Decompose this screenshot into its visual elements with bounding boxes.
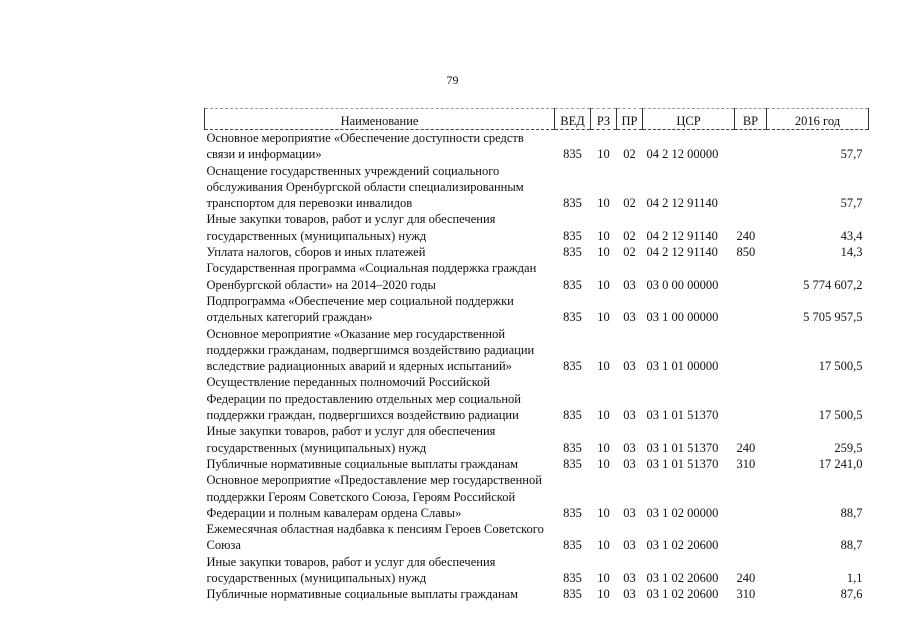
cell-sum: 43,4	[840, 228, 863, 243]
cell-name: Иные закупки товаров, работ и услуг для обеспечения государственных (муниципальных) нужд	[206, 212, 496, 243]
cell-pr: 03	[623, 408, 636, 423]
table-row	[205, 554, 869, 587]
header-name: Наименование	[205, 109, 555, 130]
cell-sum: 57,7	[840, 147, 863, 162]
cell-sum: 87,6	[840, 587, 863, 602]
budget-table-container	[204, 108, 868, 603]
cell-rz: 10	[597, 571, 610, 586]
cell-csr: 03 1 01 51370	[646, 408, 719, 423]
cell-sum: 5 705 957,5	[803, 310, 863, 325]
cell-rz: 10	[597, 245, 610, 260]
cell-name: Осуществление переданных полномочий Российской Федерации по предоставлению отдельных мер социальной поддержки граждан, подвергшихся воздействию радиации	[206, 375, 521, 423]
cell-name: Основное мероприятие «Оказание мер государственной поддержки гражданам, подвергшимся воздействию радиации вследствие радиационных аварий и ядерных испытаний»	[206, 326, 535, 374]
table-row	[205, 456, 869, 472]
cell-name: Публичные нормативные социальные выплаты гражданам	[206, 456, 519, 471]
cell-csr: 03 0 00 00000	[646, 277, 719, 292]
cell-vr	[735, 163, 767, 212]
cell-ved: 835	[563, 408, 582, 423]
cell-name: Уплата налогов, сборов и иных платежей	[206, 245, 426, 260]
cell-ved: 835	[563, 538, 582, 553]
header-vr: ВР	[735, 109, 767, 130]
cell-ved: 835	[563, 456, 582, 471]
table-row	[205, 163, 869, 212]
cell-name: Государственная программа «Социальная поддержка граждан Оренбургской области» на 2014–2020 годы	[206, 261, 537, 292]
cell-vr	[735, 130, 767, 163]
cell-pr: 03	[623, 359, 636, 374]
cell-rz: 10	[597, 587, 610, 602]
cell-pr: 02	[623, 147, 636, 162]
cell-ved: 835	[563, 359, 582, 374]
cell-pr: 03	[623, 440, 636, 455]
cell-pr: 02	[623, 196, 636, 211]
cell-rz: 10	[597, 408, 610, 423]
cell-pr: 03	[623, 310, 636, 325]
table-row	[205, 472, 869, 521]
header-sum-2016: 2016 год	[767, 109, 869, 130]
cell-sum: 88,7	[840, 505, 863, 520]
cell-csr: 03 1 01 51370	[646, 440, 719, 455]
cell-vr	[735, 260, 767, 293]
cell-vr: 240	[736, 228, 756, 243]
cell-csr: 03 1 02 20600	[646, 571, 719, 586]
cell-name: Подпрограмма «Обеспечение мер социальной поддержки отдельных категорий граждан»	[206, 293, 514, 325]
cell-vr	[735, 521, 767, 554]
cell-csr: 04 2 12 00000	[646, 147, 719, 162]
table-header-row	[205, 109, 869, 130]
cell-ved: 835	[563, 277, 582, 292]
cell-vr	[735, 326, 767, 375]
cell-sum: 57,7	[840, 196, 863, 211]
cell-sum: 17 500,5	[818, 359, 863, 374]
budget-table	[204, 108, 869, 603]
cell-csr: 03 1 00 00000	[646, 310, 719, 325]
cell-pr: 03	[623, 538, 636, 553]
cell-name: Оснащение государственных учреждений социального обслуживания Оренбургской области специализированным транспортом для перевозки инвалидов	[206, 163, 524, 211]
cell-sum: 17 500,5	[818, 408, 863, 423]
cell-rz: 10	[597, 277, 610, 292]
table-row	[205, 374, 869, 423]
cell-vr: 850	[736, 245, 756, 260]
cell-sum: 14,3	[840, 245, 863, 260]
cell-ved: 835	[563, 440, 582, 455]
cell-rz: 10	[597, 538, 610, 553]
cell-vr: 240	[736, 571, 756, 586]
cell-rz: 10	[597, 505, 610, 520]
cell-ved: 835	[563, 310, 582, 325]
cell-csr: 04 2 12 91140	[646, 196, 718, 211]
cell-ved: 835	[563, 587, 582, 602]
cell-vr	[735, 293, 767, 326]
cell-csr: 03 1 01 51370	[646, 456, 719, 471]
cell-vr: 310	[736, 587, 756, 602]
cell-sum: 259,5	[834, 440, 863, 455]
cell-name: Ежемесячная областная надбавка к пенсиям Героев Советского Союза	[206, 522, 544, 553]
cell-ved: 835	[563, 196, 582, 211]
cell-ved: 835	[563, 571, 582, 586]
cell-pr: 03	[623, 277, 636, 292]
cell-name: Публичные нормативные социальные выплаты гражданам	[206, 587, 519, 602]
cell-rz: 10	[597, 196, 610, 211]
cell-rz: 10	[597, 228, 610, 243]
cell-rz: 10	[597, 310, 610, 325]
cell-rz: 10	[597, 147, 610, 162]
cell-pr: 03	[623, 587, 636, 602]
table-row	[205, 326, 869, 375]
cell-name: Иные закупки товаров, работ и услуг для обеспечения государственных (муниципальных) нужд	[206, 424, 496, 455]
cell-name: Основное мероприятие «Обеспечение доступности средств связи и информации»	[206, 131, 524, 162]
header-csr: ЦСР	[643, 109, 735, 130]
cell-sum: 88,7	[840, 538, 863, 553]
cell-ved: 835	[563, 245, 582, 260]
page-number: 79	[446, 73, 459, 87]
cell-ved: 835	[563, 147, 582, 162]
header-rz: РЗ	[591, 109, 617, 130]
cell-name: Основное мероприятие «Предоставление мер государственной поддержки Героям Советского Союза, Героям Российской Федерации и полным кавалерам ордена Славы»	[206, 473, 542, 520]
cell-csr: 04 2 12 91140	[646, 245, 718, 260]
cell-sum: 17 241,0	[818, 456, 863, 471]
table-row	[205, 521, 869, 554]
cell-ved: 835	[563, 505, 582, 520]
cell-csr: 04 2 12 91140	[646, 228, 718, 243]
table-row	[205, 586, 869, 602]
cell-rz: 10	[597, 440, 610, 455]
cell-pr: 03	[623, 571, 636, 586]
cell-rz: 10	[597, 359, 610, 374]
table-row	[205, 293, 869, 326]
cell-vr: 240	[736, 440, 756, 455]
table-row	[205, 260, 869, 293]
cell-csr: 03 1 02 00000	[646, 505, 719, 520]
table-row	[205, 244, 869, 260]
table-row	[205, 130, 869, 163]
cell-sum: 5 774 607,2	[803, 277, 863, 292]
cell-pr: 03	[623, 456, 636, 471]
cell-csr: 03 1 02 20600	[646, 587, 719, 602]
cell-sum: 1,1	[846, 571, 863, 586]
header-pr: ПР	[617, 109, 643, 130]
cell-name: Иные закупки товаров, работ и услуг для обеспечения государственных (муниципальных) нужд	[206, 554, 496, 586]
cell-rz: 10	[597, 456, 610, 471]
cell-vr: 310	[736, 456, 756, 471]
table-row	[205, 423, 869, 456]
cell-vr	[735, 472, 767, 521]
header-ved: ВЕД	[555, 109, 591, 130]
cell-pr: 02	[623, 228, 636, 243]
cell-ved: 835	[563, 228, 582, 243]
cell-vr	[735, 374, 767, 423]
cell-pr: 02	[623, 245, 636, 260]
cell-pr: 03	[623, 505, 636, 520]
cell-csr: 03 1 01 00000	[646, 359, 719, 374]
table-row	[205, 211, 869, 244]
cell-csr: 03 1 02 20600	[646, 538, 719, 553]
table-body	[205, 130, 869, 603]
